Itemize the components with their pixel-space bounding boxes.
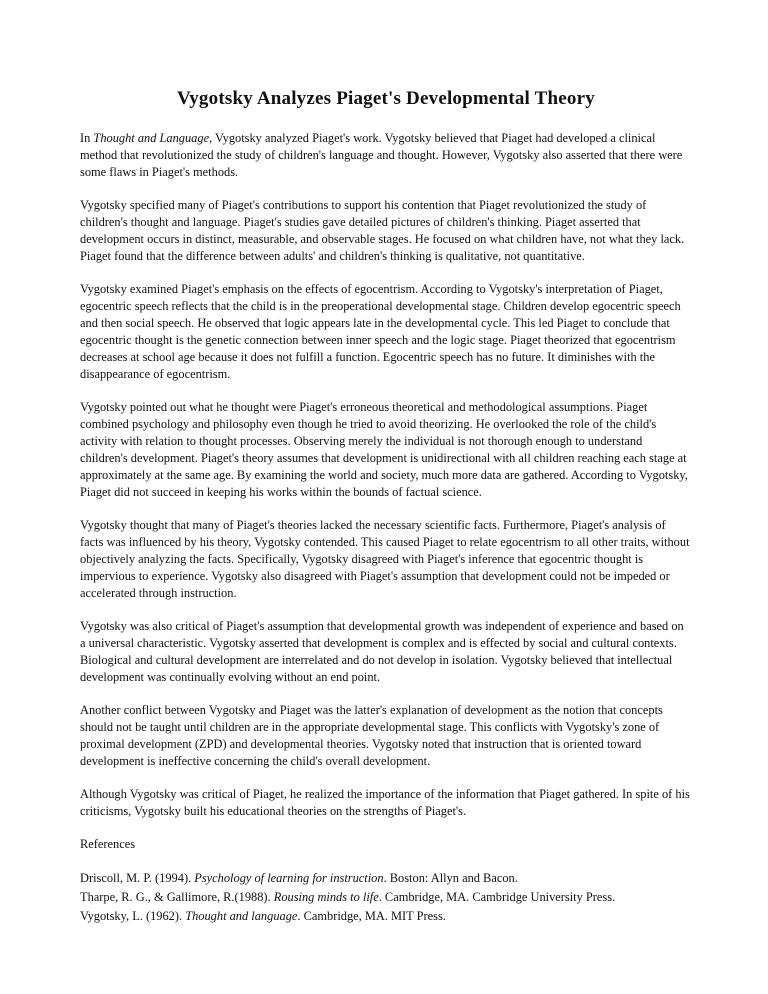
intro-after: , Vygotsky analyzed Piaget's work. Vygotsky believed that Piaget had developed a clinical method that revolutionized the study of children's language and thought. However, Vygotsky also asserted that there were some flaws in Piaget's methods. — [80, 131, 683, 179]
body-paragraph-7: Although Vygotsky was critical of Piaget, he realized the importance of the information that Piaget gathered. In spite of his criticisms, Vygotsky built his educational theories on the strengths of Piaget's. — [80, 787, 690, 818]
document-page — [80, 88, 692, 926]
intro-book-title: Thought and Language — [93, 131, 210, 145]
reference-item — [80, 888, 692, 907]
reference-publisher: . Cambridge, MA. Cambridge University Press. — [378, 890, 616, 904]
intro-paragraph — [80, 130, 692, 181]
references-heading: References — [80, 837, 136, 851]
reference-publisher: . Cambridge, MA. MIT Press. — [297, 909, 446, 923]
body-paragraph-6: Another conflict between Vygotsky and Piaget was the latter's explanation of development as the notion that concepts should not be taught until children are in the appropriate developmental stage. This conflicts with Vygotsky's zone of proximal development (ZPD) and developmental theories. Vygotsky noted that instruction that is oriented toward development is ineffective concerning the child's overall development. — [80, 703, 663, 768]
body-paragraph-2: Vygotsky examined Piaget's emphasis on the effects of egocentrism. According to Vygotsky's interpretation of Piaget, egocentric speech reflects that the child is in the preoperational developmental stage. Children develop egocentric speech and then social speech. He observed that logic appears late in the developmental cycle. This led Piaget to conclude that egocentric thought is the genetic connection between inner speech and the logic stage. Piaget theorized that egocentrism decreases at school age because it does not fulfill a function. Egocentric speech has no future. It diminishes with the disappearance of egocentrism. — [80, 282, 681, 381]
reference-author: Vygotsky, L. (1962). — [80, 909, 186, 923]
reference-item — [80, 869, 692, 888]
body-paragraph-5: Vygotsky was also critical of Piaget's assumption that developmental growth was independent of experience and based on a universal characteristic. Vygotsky asserted that development is complex and is effected by social and cultural contexts. Biological and cultural development are interrelated and do not develop in isolation. Vygotsky believed that intellectual development was continually evolving without an end point. — [80, 619, 684, 684]
reference-author: Driscoll, M. P. (1994). — [80, 871, 195, 885]
body-paragraph-4: Vygotsky thought that many of Piaget's theories lacked the necessary scientific facts. Furthermore, Piaget's analysis of facts was influenced by his theory, Vygotsky contended. This caused Piaget to relate egocentrism to all other traits, without objectively analyzing the facts. Specifically, Vygotsky disagreed with Piaget's inference that egocentric thought is impervious to experience. Vygotsky also disagreed with Piaget's assumption that development could not be impeded or accelerated through instruction. — [80, 518, 690, 600]
reference-title: Rousing minds to life — [273, 890, 379, 904]
reference-title: Thought and language — [185, 909, 298, 923]
reference-publisher: . Boston: Allyn and Bacon. — [383, 871, 518, 885]
reference-item — [80, 907, 692, 926]
reference-author: Tharpe, R. G., & Gallimore, R.(1988). — [80, 890, 274, 904]
reference-title: Psychology of learning for instruction — [194, 871, 384, 885]
body-paragraph-3: Vygotsky pointed out what he thought were Piaget's erroneous theoretical and methodological assumptions. Piaget combined psychology and philosophy even though he tried to avoid theorizing. He overlooked the role of the child's activity with relation to thought processes. Observing merely the individual is not thorough enough to understand children's development. Piaget's theory assumes that development is unidirectional with all children reaching each stage at approximately at the same age. By examining the world and society, much more data are gathered. According to Vygotsky, Piaget did not succeed in keeping his works within the bounds of factual science. — [80, 400, 688, 499]
references-list — [80, 869, 692, 926]
body-paragraph-1: Vygotsky specified many of Piaget's contributions to support his contention that Piaget revolutionized the study of children's thought and language. Piaget's studies gave detailed pictures of children's thinking. Piaget asserted that development occurs in distinct, measurable, and observable stages. He focused on what children have, not what they lack. Piaget found that the difference between adults' and children's thinking is qualitative, not quantitative. — [80, 198, 685, 263]
document-title: Vygotsky Analyzes Piaget's Developmental Theory — [177, 88, 595, 109]
intro-before: In — [80, 131, 94, 145]
